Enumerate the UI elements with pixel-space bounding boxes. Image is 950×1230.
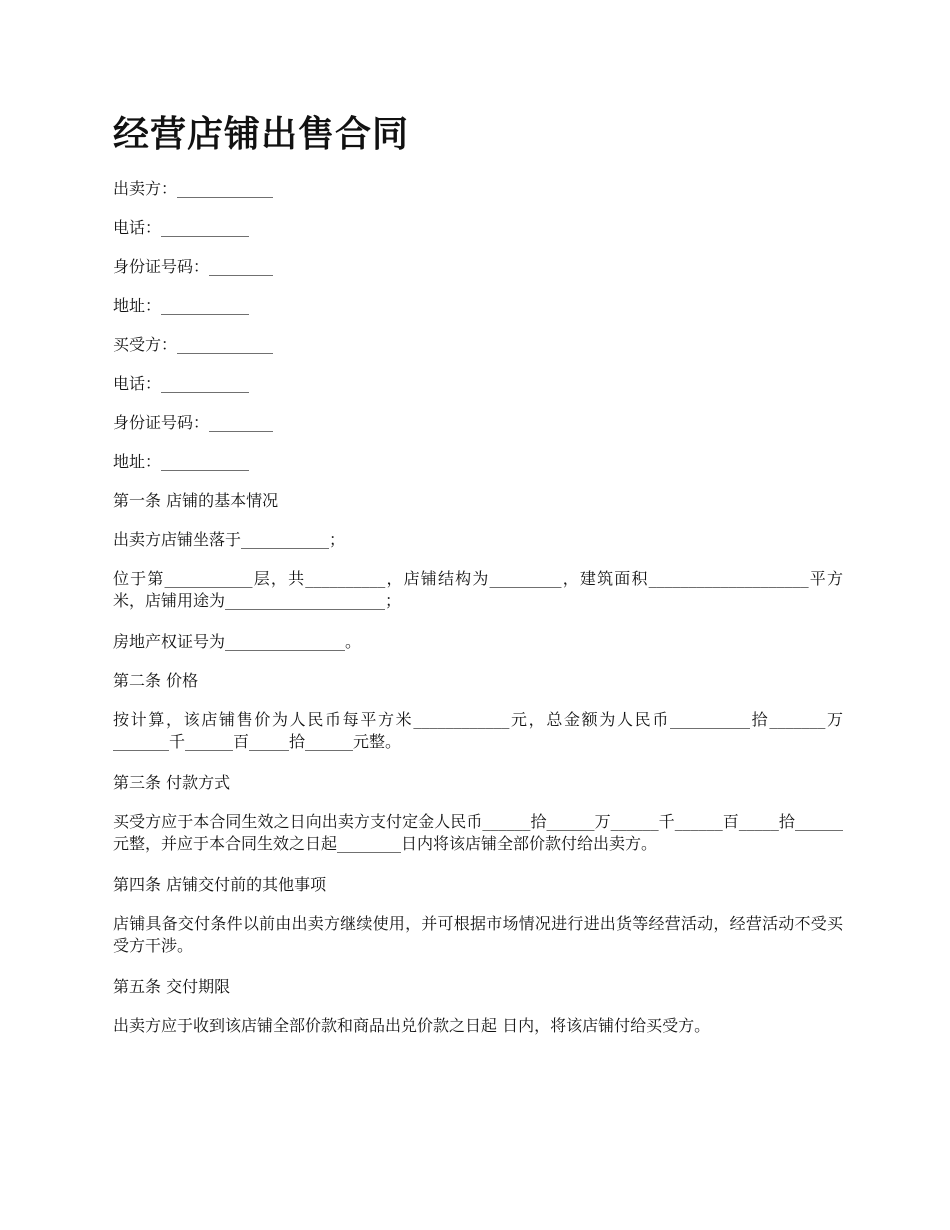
- buyer-name-line: 买受方：____________: [113, 335, 274, 354]
- article-2-heading: 第二条 价格: [113, 671, 199, 690]
- delivery-deadline-paragraph: 出卖方应于收到该店铺全部价款和商品出兑价款之日起 日内，将该店铺付给买受方。: [113, 1016, 711, 1035]
- document-title: 经营店铺出售合同: [113, 114, 410, 155]
- seller-address-line: 地址：___________: [113, 296, 250, 315]
- article-3-heading: 第三条 付款方式: [113, 773, 231, 792]
- pre-delivery-paragraph: 店铺具备交付条件以前由出卖方继续使用，并可根据市场情况进行进出货等经营活动，经营活动不受买受方干涉。: [113, 914, 843, 955]
- article-4-heading: 第四条 店铺交付前的其他事项: [113, 875, 327, 894]
- buyer-phone-line: 电话：___________: [113, 374, 250, 393]
- payment-paragraph: 买受方应于本合同生效之日向出卖方支付定金人民币______拾______万______千______百_____拾______元整，并应于本合同生效之日起________日内将该店铺全部价款付给出卖方。: [113, 812, 843, 853]
- seller-phone-line: 电话：___________: [113, 218, 250, 237]
- article-5-heading: 第五条 交付期限: [113, 977, 231, 996]
- price-paragraph: 按计算，该店铺售价为人民币每平方米____________元，总金额为人民币__________拾_______万_______千______百_____拾______元整。: [113, 710, 843, 751]
- document-body: [113, 178, 843, 1054]
- seller-id-line: 身份证号码：________: [113, 257, 274, 276]
- shop-location-line: 出卖方店铺坐落于___________；: [113, 530, 346, 549]
- buyer-id-line: 身份证号码：________: [113, 413, 274, 432]
- article-1-heading: 第一条 店铺的基本情况: [113, 491, 279, 510]
- property-cert-line: 房地产权证号为_______________。: [113, 632, 362, 651]
- buyer-address-line: 地址：___________: [113, 452, 250, 471]
- shop-details-paragraph: 位于第___________层，共__________，店铺结构为_________，建筑面积____________________平方米，店铺用途为____________________；: [113, 569, 843, 610]
- seller-name-line: 出卖方：____________: [113, 179, 274, 198]
